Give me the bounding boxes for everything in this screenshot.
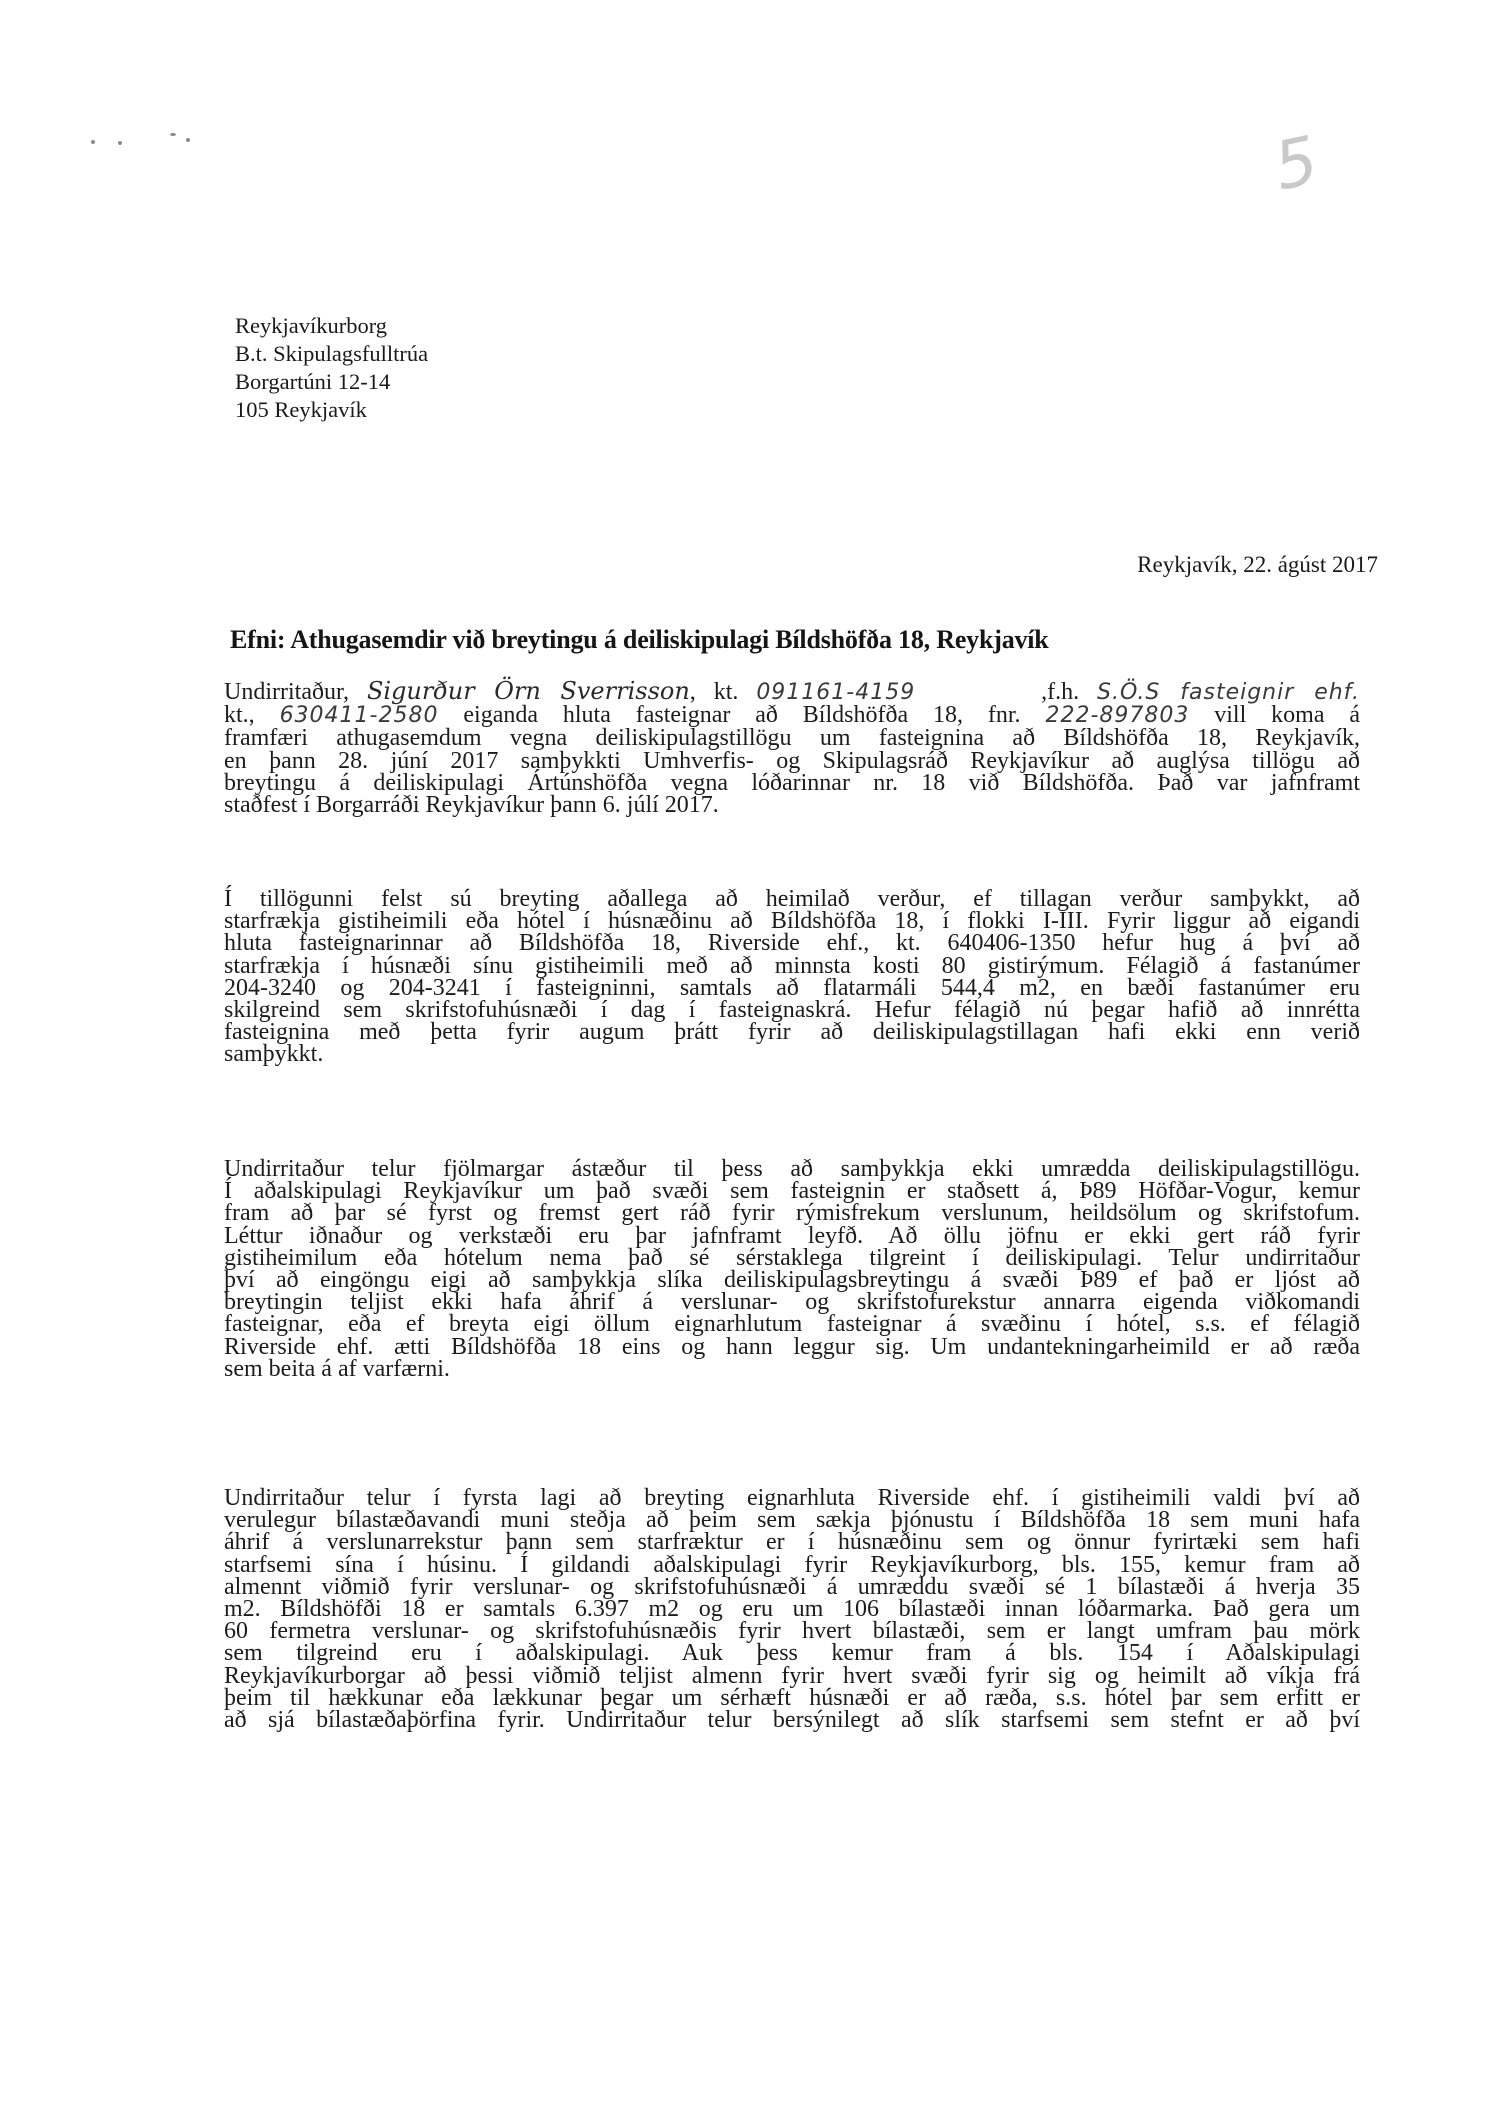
paragraph-objection-reasons <box>224 1158 1360 1380</box>
scan-speck <box>186 138 190 142</box>
text-line: Í tillögunni felst sú breyting aðallega að heimilað verður, ef tillagan verður samþykkt, að <box>224 886 1360 912</box>
text-line: áhrif á verslunarrekstur þann sem starfræktur er í húsnæðinu sem og önnur fyrirtæki sem hafi <box>224 1529 1360 1556</box>
text-line: Undirritaður telur fjölmargar ástæður til þess að samþykkja ekki umrædda deiliskipulagstillögu. <box>224 1156 1360 1182</box>
text-line: skilgreind sem skrifstofuhúsnæði í dag í fasteignaskrá. Hefur félagið nú þegar hafið að innrétta <box>224 997 1360 1024</box>
text-line: verulegur bílastæðavandi muni steðja að þeim sem sækja þjónustu í Bíldshöfða 18 sem muni hafa <box>224 1507 1360 1534</box>
text-line: breytingin teljist ekki hafa áhrif á verslunar- og skrifstofurekstur annarra eigenda viðkomandi <box>224 1289 1360 1316</box>
text-line: kt., 630411-2580 eiganda hluta fasteignar að Bíldshöfða 18, fnr. 222-897803 vill koma á <box>224 702 1361 729</box>
handwritten-signature: Sigurður Örn Sverrisson <box>366 677 690 705</box>
recipient-address <box>235 312 428 424</box>
text-line: Undirritaður, Sigurður Örn Sverrisson, kt. 091161-4159 ,f.h. S.Ö.S fasteignir ehf. <box>224 677 1361 705</box>
text-line: starfrækja gistiheimili eða hótel í húsnæðinu að Bíldshöfða 18, í flokki I-III. Fyrir liggur að eigandi <box>224 908 1360 935</box>
paragraph-parking <box>224 1485 1360 1734</box>
text-line: fram að þar sé fyrst og fremst gert ráð fyrir rýmisfrekum verslunum, heildsölum og skrifstofum. <box>224 1200 1360 1227</box>
paragraph-proposal <box>224 888 1360 1066</box>
text-line: 204-3240 og 204-3241 í fasteigninni, samtals að flatarmáli 544,4 m2, en bæði fastanúmer eru <box>224 974 1360 1001</box>
text-line: að sjá bílastæðaþörfina fyrir. Undirritaður telur bersýnilegt að slík starfsemi sem stefnt er að því <box>224 1707 1360 1734</box>
scan-speck <box>170 133 176 136</box>
text-line: Undirritaður telur í fyrsta lagi að breyting eignarhluta Riverside ehf. í gistiheimili valdi því að <box>224 1485 1360 1511</box>
paragraph-intro <box>224 677 1361 819</box>
text-line: sem beita á af varfærni. <box>224 1355 450 1382</box>
text-line: Léttur iðnaður og verkstæði eru þar jafnframt leyfð. Að öllu jöfnu er ekki gert ráð fyrir <box>224 1222 1360 1249</box>
text-line: almennt viðmið fyrir verslunar- og skrifstofuhúsnæði á umræddu svæði sé 1 bílastæði á hverja 35 <box>224 1573 1360 1600</box>
recipient-line: Reykjavíkurborg <box>235 313 388 338</box>
text-line: Í aðalskipulagi Reykjavíkur um það svæði sem fasteignin er staðsett á, Þ89 Höfðar-Vogur, kemur <box>224 1178 1360 1205</box>
text-line: breytingu á deiliskipulagi Ártúnshöfða vegna lóðarinnar nr. 18 við Bíldshöfða. Það var jafnframt <box>224 769 1360 796</box>
text-line: fasteignina með þetta fyrir augum þrátt fyrir að deiliskipulagstillagan hafi ekki enn verið <box>224 1019 1360 1046</box>
scan-speck <box>118 141 122 145</box>
text-line: Riverside ehf. ætti Bíldshöfða 18 eins og hann leggur sig. Um undantekningarheimild er að ræða <box>224 1333 1360 1360</box>
scan-speck <box>91 140 95 144</box>
recipient-line: B.t. Skipulagsfulltrúa <box>235 341 429 366</box>
handwritten-kennitala: 091161-4159 <box>756 680 916 705</box>
text-line: framfæri athugasemdum vegna deiliskipulagstillögu um fasteignina að Bíldshöfða 18, Reykjavík, <box>224 725 1360 752</box>
text-line: hluta fasteignarinnar að Bíldshöfða 18, Riverside ehf., kt. 640406-1350 hefur hug á því að <box>224 930 1360 957</box>
text-line: þeim til hækkunar eða lækkunar þegar um sérhæft húsnæði er að ræða, s.s. hótel þar sem erfitt er <box>224 1684 1360 1711</box>
text-line: m2. Bíldshöfði 18 er samtals 6.397 m2 og eru um 106 bílastæði innan lóðarmarka. Það gera um <box>224 1596 1360 1623</box>
text-line: starfsemi sína í húsinu. Í gildandi aðalskipulagi fyrir Reykjavíkurborg, bls. 155, kemur fram að <box>224 1551 1360 1578</box>
text-line: 60 fermetra verslunar- og skrifstofuhúsnæðis fyrir hvert bílastæði, sem er langt umfram þau mörk <box>224 1618 1360 1645</box>
handwritten-company-kennitala: 630411-2580 <box>279 703 439 729</box>
letter-date: Reykjavík, 22. ágúst 2017 <box>1137 552 1378 577</box>
text-line: Reykjavíkurborgar að þessi viðmið teljist almenn fyrir hvert svæði fyrir sig og heimilt að víkja frá <box>224 1662 1360 1689</box>
text-line: en þann 28. júní 2017 samþykkti Umhverfis- og Skipulagsráð Reykjavíkur að auglýsa tillögu að <box>224 747 1360 774</box>
recipient-line: Borgartúni 12-14 <box>235 369 391 394</box>
recipient-line: 105 Reykjavík <box>235 397 367 422</box>
text-line: staðfest í Borgarráði Reykjavíkur þann 6. júlí 2017. <box>224 792 719 819</box>
text-line: gistiheimilum eða hótelum nema það sé sérstaklega tilgreint í deiliskipulagi. Telur undirritaður <box>224 1244 1360 1271</box>
text-line: fasteignar, eða ef breyta eigi öllum eignarhlutum fasteignar á svæðinu í hótel, s.s. ef félagið <box>224 1311 1360 1338</box>
text-line: því að eingöngu eigi að samþykkja slíka deiliskipulagsbreytingu á svæði Þ89 ef það er ljóst að <box>224 1267 1360 1294</box>
text-line: samþykkt. <box>224 1041 324 1068</box>
handwritten-page-number: 5 <box>1267 121 1325 206</box>
handwritten-company-name: S.Ö.S fasteignir ehf. <box>1097 680 1361 705</box>
handwritten-property-number: 222-897803 <box>1045 703 1190 729</box>
letter-subject: Efni: Athugasemdir við breytingu á deiliskipulagi Bíldshöfða 18, Reykjavík <box>230 625 1049 654</box>
text-line: sem tilgreind eru í aðalskipulagi. Auk þess kemur fram á bls. 154 í Aðalskipulagi <box>224 1640 1360 1667</box>
text-line: starfrækja í húsnæði sínu gistiheimili með að minnsta kosti 80 gistirýmum. Félagið á fastanúmer <box>224 952 1360 979</box>
